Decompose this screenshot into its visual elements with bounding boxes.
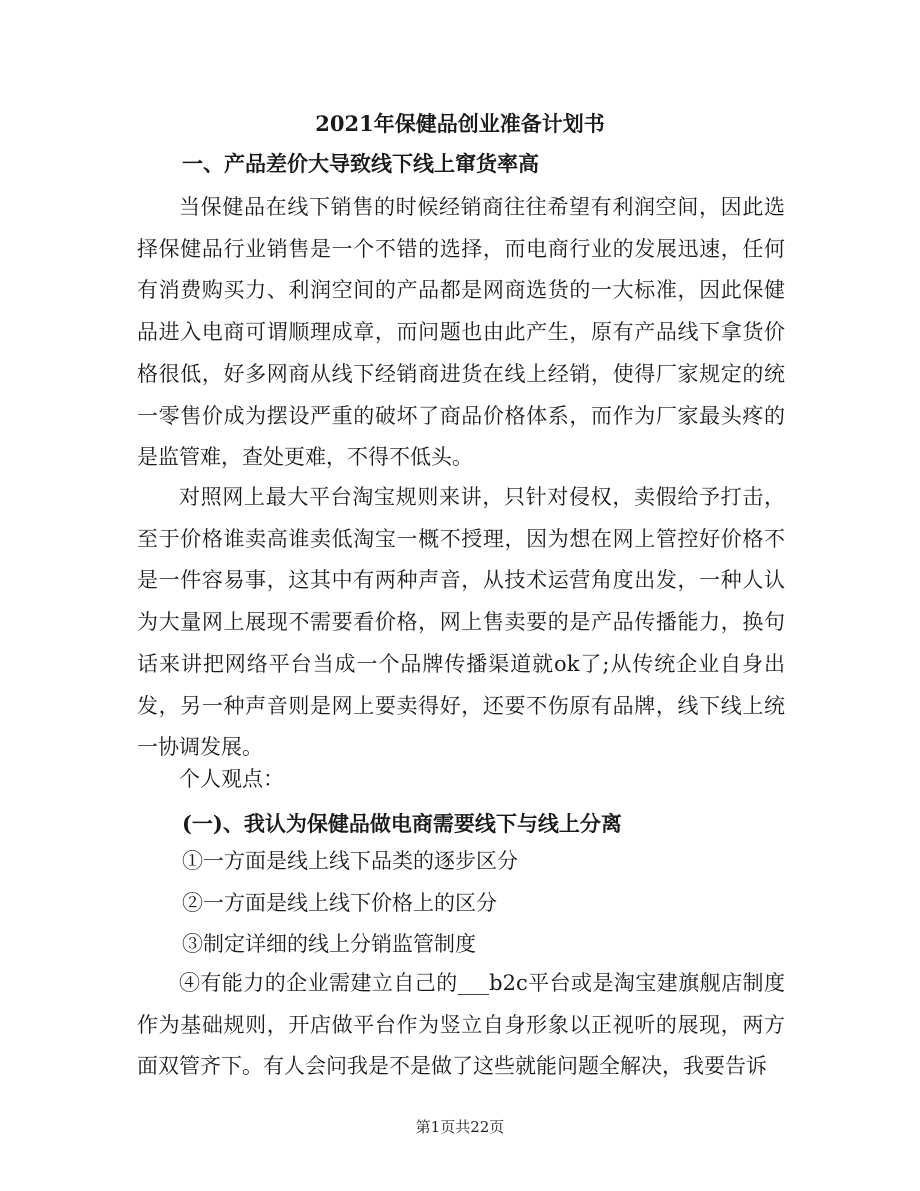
- paragraph-4: ④有能力的企业需建立自己的___b2c平台或是淘宝建旗舰店制度作为基础规则，开店做平台作为竖立自身形象以正视听的展现，两方面双管齐下。有人会问我是不是做了这些就能问题全解决，我要告诉: [137, 971, 785, 1079]
- section-heading-2: (一)、我认为保健品做电商需要线下与线上分离: [182, 811, 622, 836]
- page-number-footer: 第1页共22页: [415, 1118, 505, 1136]
- paragraph-1: 当保健品在线下销售的时候经销商往往希望有利润空间，因此选择保健品行业销售是一个不错的选择，而电商行业的发展迅速，任何有消费购买力、利润空间的产品都是网商选货的一大标准，因此保健品进入电商可谓顺理成章，而问题也由此产生，原有产品线下拿货价格很低，好多网商从线下经销商进货在线上经销，使得厂家规定的统一零售价成为摆设严重的破坏了商品价格体系，而作为厂家最头疼的是监管难，查处更难，不得不低头。: [137, 195, 785, 470]
- list-item-3: ③制定详细的线上分销监管制度: [182, 932, 476, 956]
- paragraph-3: 个人观点：: [179, 767, 284, 791]
- section-heading-1: 一、产品差价大导致线下线上窜货率高: [182, 151, 539, 176]
- list-item-2: ②一方面是线上线下价格上的区分: [182, 891, 497, 915]
- document-title: 2021年保健品创业准备计划书: [315, 111, 605, 136]
- paragraph-2: 对照网上最大平台淘宝规则来讲，只针对侵权，卖假给予打击，至于价格谁卖高谁卖低淘宝一概不授理，因为想在网上管控好价格不是一件容易事，这其中有两种声音，从技术运营角度出发，一种人认为大量网上展现不需要看价格，网上售卖要的是产品传播能力，换句话来讲把网络平台当成一个品牌传播渠道就ok了;从传统企业自身出发，另一种声音则是网上要卖得好，还要不伤原有品牌，线下线上统一协调发展。: [137, 485, 785, 760]
- list-item-1: ①一方面是线上线下品类的逐步区分: [182, 849, 518, 873]
